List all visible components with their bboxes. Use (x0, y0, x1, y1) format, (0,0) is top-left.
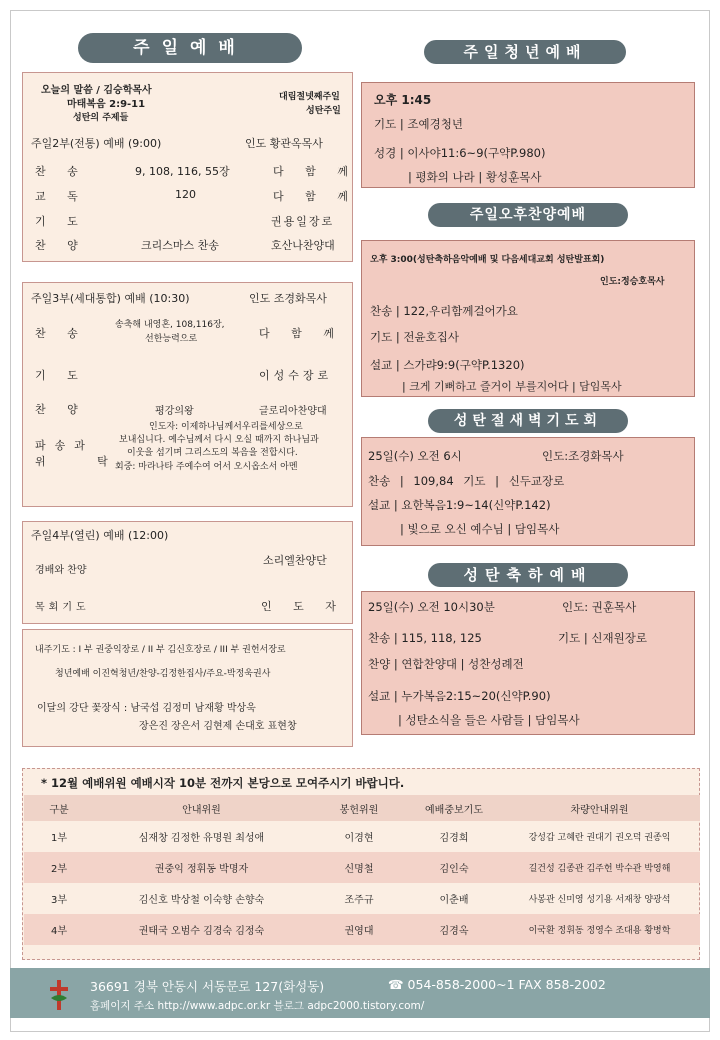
service3-hymn-line1: 송축해 내영혼, 108,116장, (115, 320, 225, 330)
service3-praise-label: 찬 양 (35, 403, 87, 416)
afternoon-sermon: 설교 | 스가랴9:9(구약P.1320) (370, 358, 525, 372)
service4-worship-right: 소리엘찬양단 (263, 554, 327, 567)
advent-sunday: 대림절넷째주일 (279, 92, 340, 102)
service2-praise-content: 크리스마스 찬송 (141, 239, 219, 252)
dawn-box (361, 437, 695, 546)
service3-prayer-label: 기 도 (35, 369, 87, 382)
christmas-time: 25일(수) 오전 10시30분 (368, 600, 495, 614)
christmas-service-title: 성탄축하예배 (428, 563, 628, 587)
service3-send-label2: 위 탁 (35, 455, 132, 468)
footer-web[interactable]: 홈페이지 주소 http://www.adpc.or.kr 블로그 adpc2000.tistory.com/ (90, 1000, 425, 1012)
service2-praise-label: 찬 양 (35, 239, 87, 252)
sermon-title: 성탄의 주제들 (73, 113, 129, 123)
dawn-sermon-title: | 빛으로 오신 예수님 | 담임목사 (400, 522, 560, 536)
afternoon-prayer: 기도 | 전윤호집사 (370, 330, 459, 344)
service2-praise-right: 호산나찬양대 (271, 239, 335, 252)
duty-header-parking: 차량안내위원 (499, 795, 700, 821)
table-row (24, 914, 700, 945)
church-cross-logo (47, 978, 71, 1012)
service2-hymn-label: 찬 송 (35, 165, 87, 178)
christmas-sermon-title: | 성탄소식을 들은 사람들 | 담임목사 (398, 713, 580, 727)
notes-flowers2: 장은진 장은서 김현제 손대호 표현창 (139, 721, 297, 732)
duty-cell: 심재창 김정한 유명원 최성애 (138, 833, 265, 844)
service3-box (22, 282, 353, 507)
service3-send-label1: 파송과 (35, 439, 94, 452)
service3-praise-right: 글로리아찬양대 (259, 406, 327, 417)
notes-box (22, 629, 353, 747)
duty-header-division: 구분 (24, 795, 94, 821)
duty-cell: 신명철 (309, 852, 409, 883)
youth-time: 오후 1:45 (374, 93, 432, 107)
service2-reading-content: 120 (175, 188, 196, 201)
service3-hymn-right: 다 함 께 (259, 327, 343, 340)
sermon-line1: 오늘의 말씀 / 김승학목사 (41, 85, 152, 96)
service4-header: 주일4부(열린) 예배 (12:00) (31, 529, 169, 542)
service3-send-text4: 회중: 마라나타 주예수여 어서 오시옵소서 아멘 (115, 462, 298, 472)
service3-send-text2: 보내십니다. 예수님께서 다시 오실 때까지 하나님과 (119, 435, 319, 445)
youth-scripture: 성경 | 이사야11:6~9(구약P.980) (374, 146, 546, 160)
service2-header: 주일2부(전통) 예배 (9:00) (31, 137, 162, 150)
duty-cell: 이춘배 (439, 895, 469, 906)
service2-prayer-right: 권용일장로 (271, 215, 335, 228)
christmas-praise: 찬양 | 연합찬양대 | 성찬성례전 (368, 657, 524, 671)
service3-send-text3: 이웃을 섬기며 그리스도의 복음을 전합시다. (127, 448, 298, 458)
service2-reading-right: 다 함 께 (273, 190, 357, 203)
christmas-leader: 인도: 권훈목사 (562, 600, 637, 614)
duty-cell: 권중익 정휘동 박명자 (94, 852, 309, 883)
duty-cell: 이경현 (344, 833, 374, 844)
afternoon-sermon-title: | 크게 기뻐하고 즐거이 부를지어다 | 담임목사 (402, 380, 622, 393)
duty-table (24, 795, 700, 945)
duty-header-intercession: 예배중보기도 (409, 795, 499, 821)
duty-cell: 이국환 정휘동 정영수 조대용 황병학 (499, 914, 700, 945)
christmas-sermon: 설교 | 누가복음2:15~20(신약P.90) (368, 689, 551, 703)
youth-service-title: 주일청년예배 (424, 40, 626, 64)
service3-hymn-line2: 선한능력으로 (145, 334, 198, 344)
dawn-hymn-prayer: 찬송 | 109,84 기도 | 신두교장로 (368, 474, 565, 488)
service2-leader: 인도 황관옥목사 (245, 137, 323, 150)
duty-cell: 4부 (24, 914, 94, 945)
afternoon-box (361, 240, 695, 397)
duty-cell: 권태국 오범수 김경숙 김정숙 (94, 914, 309, 945)
duty-header-row (24, 795, 700, 821)
sermon-scripture: 마태복음 2:9-11 (67, 99, 146, 110)
dawn-prayer-title: 성탄절새벽기도회 (428, 409, 628, 433)
footer-address: 36691 경북 안동시 서동문로 127(화성동) (90, 979, 325, 994)
dawn-leader: 인도:조경화목사 (542, 449, 624, 463)
service3-hymn-label: 찬 송 (35, 327, 87, 340)
duty-cell: 사봉관 신미영 성기용 서재창 양광석 (528, 895, 671, 905)
duty-title: * 12월 예배위원 예배시작 10분 전까지 본당으로 모여주시기 바랍니다. (41, 776, 405, 790)
duty-cell: 조주규 (344, 895, 374, 906)
service2-box (22, 72, 357, 262)
dawn-sermon: 설교 | 요한복음1:9~14(신약P.142) (368, 498, 551, 512)
service2-prayer-label: 기 도 (35, 215, 87, 228)
duty-cell: 길건성 김종관 김주헌 박수관 박영해 (499, 852, 700, 883)
table-row (24, 883, 700, 914)
notes-prayer-duty: 내주기도 : I 부 권중익장로 / II 부 김신호장로 / III 부 권헌서장로 (35, 645, 286, 655)
youth-box (361, 82, 695, 188)
afternoon-leader: 인도:정승호목사 (600, 277, 665, 287)
duty-header-ushers: 안내위원 (94, 795, 309, 821)
notes-youth: 청년예배 이진혁청년/찬양-김정한집사/주요-박정욱권사 (55, 669, 271, 679)
service3-prayer-right: 이성수장로 (259, 369, 333, 382)
duty-cell: 김인숙 (409, 852, 499, 883)
youth-prayer: 기도 | 조예경청년 (374, 117, 463, 131)
afternoon-time: 오후 3:00(성탄축하음악예배 및 다음세대교회 성탄발표회) (370, 255, 605, 265)
duty-cell: 1부 (50, 833, 68, 844)
afternoon-hymn: 찬송 | 122,우리함께걸어가요 (370, 304, 518, 318)
afternoon-service-title: 주일오후찬양예배 (428, 203, 628, 227)
christmas-box (361, 591, 695, 735)
service4-prayer-label: 목회기도 (35, 602, 90, 613)
service3-leader: 인도 조경화목사 (249, 292, 327, 305)
service3-header: 주일3부(세대통합) 예배 (10:30) (31, 292, 190, 305)
christmas-prayer: 기도 | 신재원장로 (558, 631, 647, 645)
youth-sermon: | 평화의 나라 | 황성훈목사 (408, 170, 542, 184)
service2-hymn-right: 다 함 께 (273, 165, 357, 178)
service4-worship-label: 경배와 찬양 (35, 565, 87, 576)
service2-reading-label: 교 독 (35, 190, 87, 203)
christmas-hymn: 찬송 | 115, 118, 125 (368, 631, 482, 645)
duty-header-offering: 봉헌위원 (309, 795, 409, 821)
duty-cell: 김경희 (439, 833, 469, 844)
service3-praise-content: 평강의왕 (155, 406, 194, 417)
duty-cell: 권영대 (309, 914, 409, 945)
main-service-title: 주일예배 (78, 33, 302, 63)
service4-prayer-right: 인 도 자 (261, 600, 345, 613)
duty-cell: 김경옥 (409, 914, 499, 945)
service2-hymn-content: 9, 108, 116, 55장 (135, 165, 230, 178)
duty-cell: 김신호 박상철 이숙향 손향숙 (138, 895, 265, 906)
service3-send-text1: 인도자: 이제하나님께서우리를세상으로 (149, 422, 303, 432)
christmas-sunday: 성탄주일 (306, 106, 341, 116)
duty-cell: 2부 (24, 852, 94, 883)
service4-box (22, 521, 353, 624)
notes-flowers1: 이달의 강단 꽃장식 : 남국섭 김정미 남재황 박상욱 (37, 703, 256, 714)
dawn-time: 25일(수) 오전 6시 (368, 449, 462, 463)
footer-bar (10, 968, 710, 1018)
duty-cell: 3부 (50, 895, 68, 906)
duty-cell: 강성갑 고혜란 권대기 권오덕 권종익 (528, 833, 671, 843)
table-row (24, 852, 700, 883)
footer-phone: ☎ 054-858-2000~1 FAX 858-2002 (388, 977, 606, 992)
table-row (24, 821, 700, 852)
